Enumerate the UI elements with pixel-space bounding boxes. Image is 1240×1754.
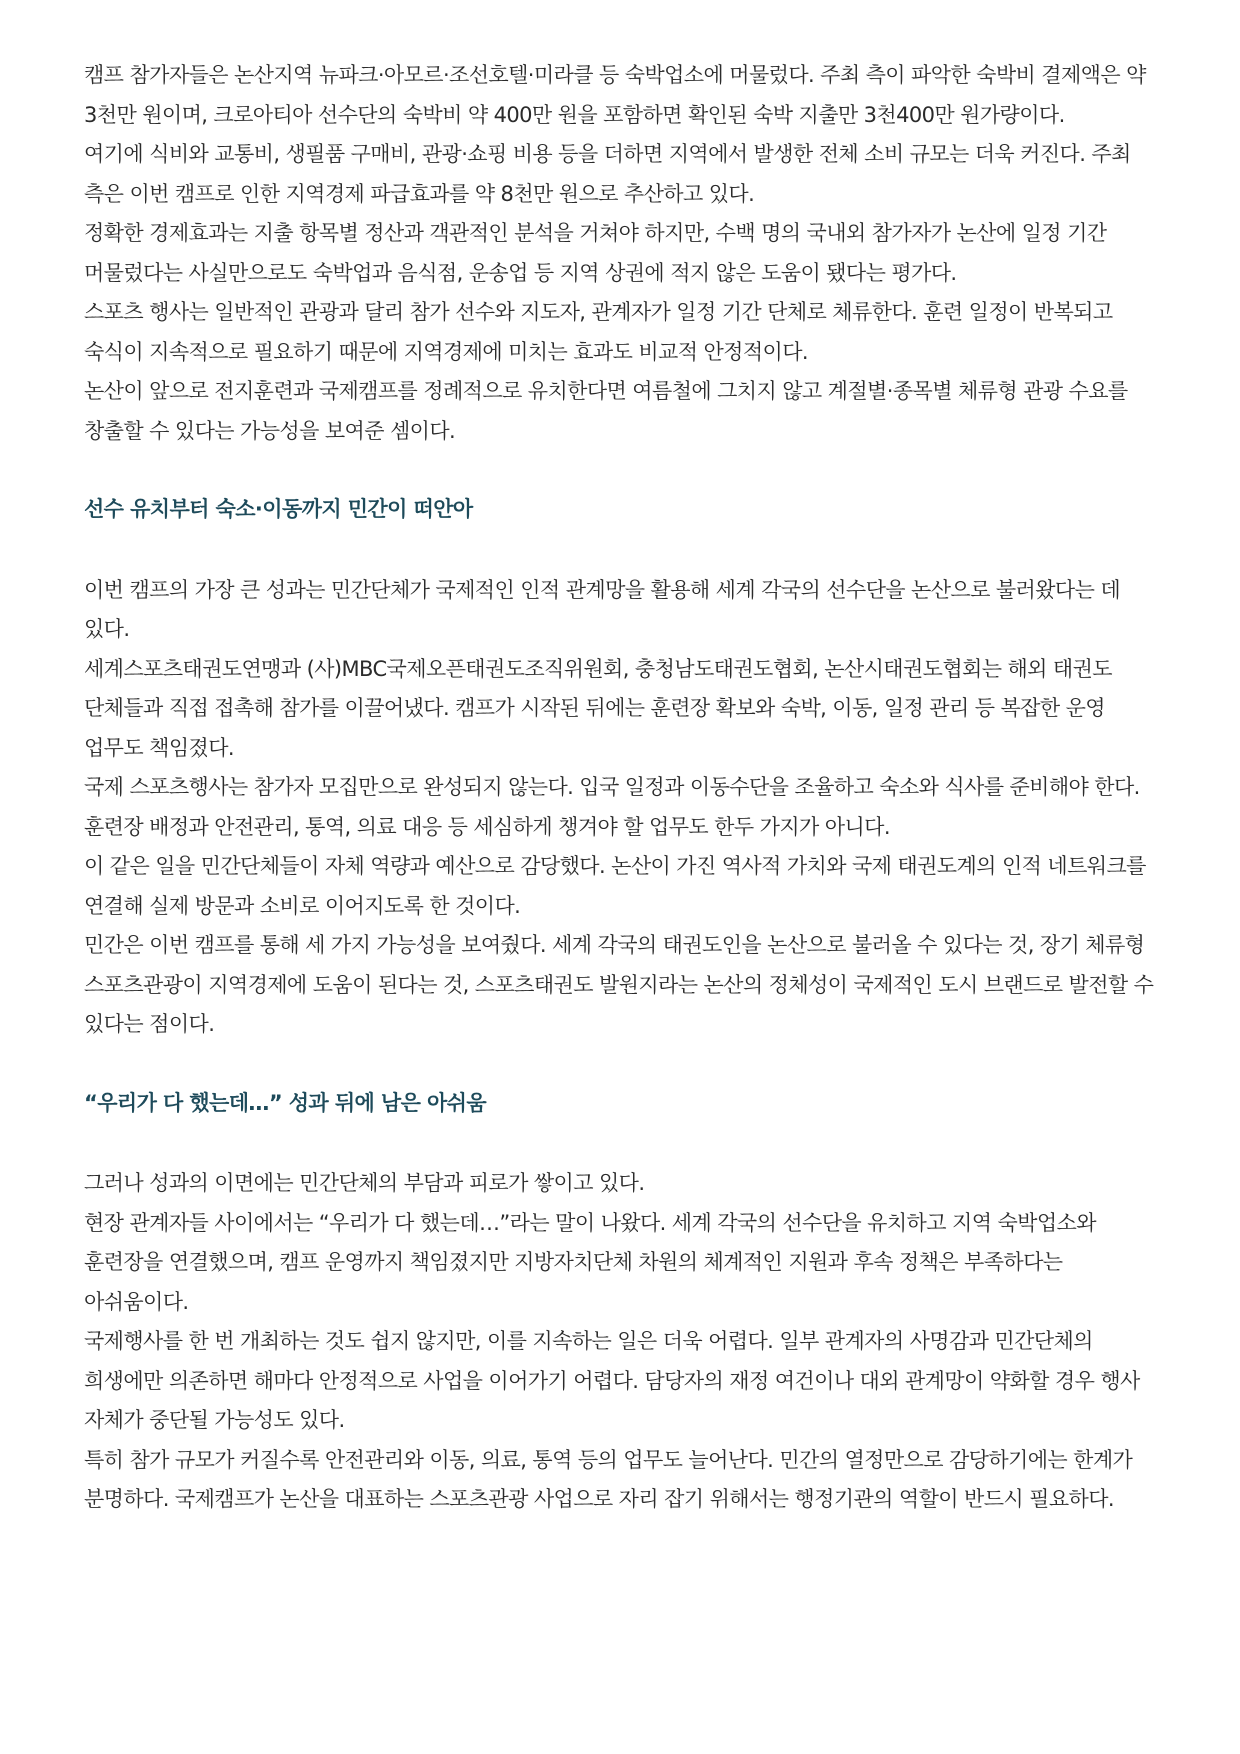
intro-paragraphs — [84, 56, 1164, 451]
section2-paragraphs — [84, 1164, 1164, 1520]
paragraph: 현장 관계자들 사이에서는 “우리가 다 했는데…”라는 말이 나왔다. 세계 각국의 선수단을 유치하고 지역 숙박업소와 훈련장을 연결했으며, 캠프 운영까지 책임졌지만 지방자치단체 차원의 체계적인 지원과 후속 정책은 부족하다는 아쉬움이다. — [84, 1210, 1096, 1314]
paragraph: 여기에 식비와 교통비, 생필품 구매비, 관광·쇼핑 비용 등을 더하면 지역에서 발생한 전체 소비 규모는 더욱 커진다. 주최 측은 이번 캠프로 인한 지역경제 파급효과를 약 8천만 원으로 추산하고 있다. — [84, 142, 1131, 206]
paragraph: 캠프 참가자들은 논산지역 뉴파크·아모르·조선호텔·미라클 등 숙박업소에 머물렀다. 주최 측이 파악한 숙박비 결제액은 약 3천만 원이며, 크로아티아 선수단의 숙박비 약 400만 원을 포함하면 확인된 숙박 지출만 3천400만 원가량이다. — [84, 63, 1146, 127]
paragraph: 이 같은 일을 민간단체들이 자체 역량과 예산으로 감당했다. 논산이 가진 역사적 가치와 국제 태권도계의 인적 네트워크를 연결해 실제 방문과 소비로 이어지도록 한 것이다. — [84, 854, 1146, 918]
paragraph: 세계스포츠태권도연맹과 (사)MBC국제오픈태권도조직위원회, 충청남도태권도협회, 논산시태권도협회는 해외 태권도 단체들과 직접 접촉해 참가를 이끌어냈다. 캠프가 시작된 뒤에는 훈련장 확보와 숙박, 이동, 일정 관리 등 복잡한 운영 업무도 책임졌다. — [84, 656, 1112, 760]
paragraph: 정확한 경제효과는 지출 항목별 정산과 객관적인 분석을 거쳐야 하지만, 수백 명의 국내외 참가자가 논산에 일정 기간 머물렀다는 사실만으로도 숙박업과 음식점, 운송업 등 지역 상권에 적지 않은 도움이 됐다는 평가다. — [84, 221, 1107, 285]
paragraph: 민간은 이번 캠프를 통해 세 가지 가능성을 보여줬다. 세계 각국의 태권도인을 논산으로 불러올 수 있다는 것, 장기 체류형 스포츠관광이 지역경제에 도움이 된다는 것, 스포츠태권도 발원지라는 논산의 정체성이 국제적인 도시 브랜드로 발전할 수 있다는 점이다. — [84, 933, 1154, 1036]
paragraph: 국제행사를 한 번 개최하는 것도 쉽지 않지만, 이를 지속하는 일은 더욱 어렵다. 일부 관계자의 사명감과 민간단체의 희생에만 의존하면 해마다 안정적으로 사업을 이어가기 어렵다. 담당자의 재정 여건이나 대외 관계망이 약화할 경우 행사 자체가 중단될 가능성도 있다. — [84, 1329, 1140, 1432]
section-heading-regrets: “우리가 다 했는데…” 성과 뒤에 남은 아쉬움 — [84, 1090, 487, 1115]
paragraph: 특히 참가 규모가 커질수록 안전관리와 이동, 의료, 통역 등의 업무도 늘어난다. 민간의 열정만으로 감당하기에는 한계가 분명하다. 국제캠프가 논산을 대표하는 스포츠관광 사업으로 자리 잡기 위해서는 행정기관의 역할이 반드시 필요하다. — [84, 1447, 1133, 1511]
paragraph: 논산이 앞으로 전지훈련과 국제캠프를 정례적으로 유치한다면 여름철에 그치지 않고 계절별·종목별 체류형 관광 수요를 창출할 수 있다는 가능성을 보여준 셈이다. — [84, 379, 1128, 443]
article-body — [84, 56, 1164, 1520]
paragraph: 그러나 성과의 이면에는 민간단체의 부담과 피로가 쌓이고 있다. — [84, 1171, 645, 1195]
paragraph: 국제 스포츠행사는 참가자 모집만으로 완성되지 않는다. 입국 일정과 이동수단을 조율하고 숙소와 식사를 준비해야 한다. 훈련장 배정과 안전관리, 통역, 의료 대응 등 세심하게 챙겨야 할 업무도 한두 가지가 아니다. — [84, 775, 1140, 839]
paragraph: 이번 캠프의 가장 큰 성과는 민간단체가 국제적인 인적 관계망을 활용해 세계 각국의 선수단을 논산으로 불러왔다는 데 있다. — [84, 577, 1121, 641]
paragraph: 스포츠 행사는 일반적인 관광과 달리 참가 선수와 지도자, 관계자가 일정 기간 단체로 체류한다. 훈련 일정이 반복되고 숙식이 지속적으로 필요하기 때문에 지역경제에 미치는 효과도 비교적 안정적이다. — [84, 300, 1113, 364]
section1-paragraphs — [84, 571, 1164, 1045]
section-heading-private-sector: 선수 유치부터 숙소·이동까지 민간이 떠안아 — [84, 497, 473, 521]
